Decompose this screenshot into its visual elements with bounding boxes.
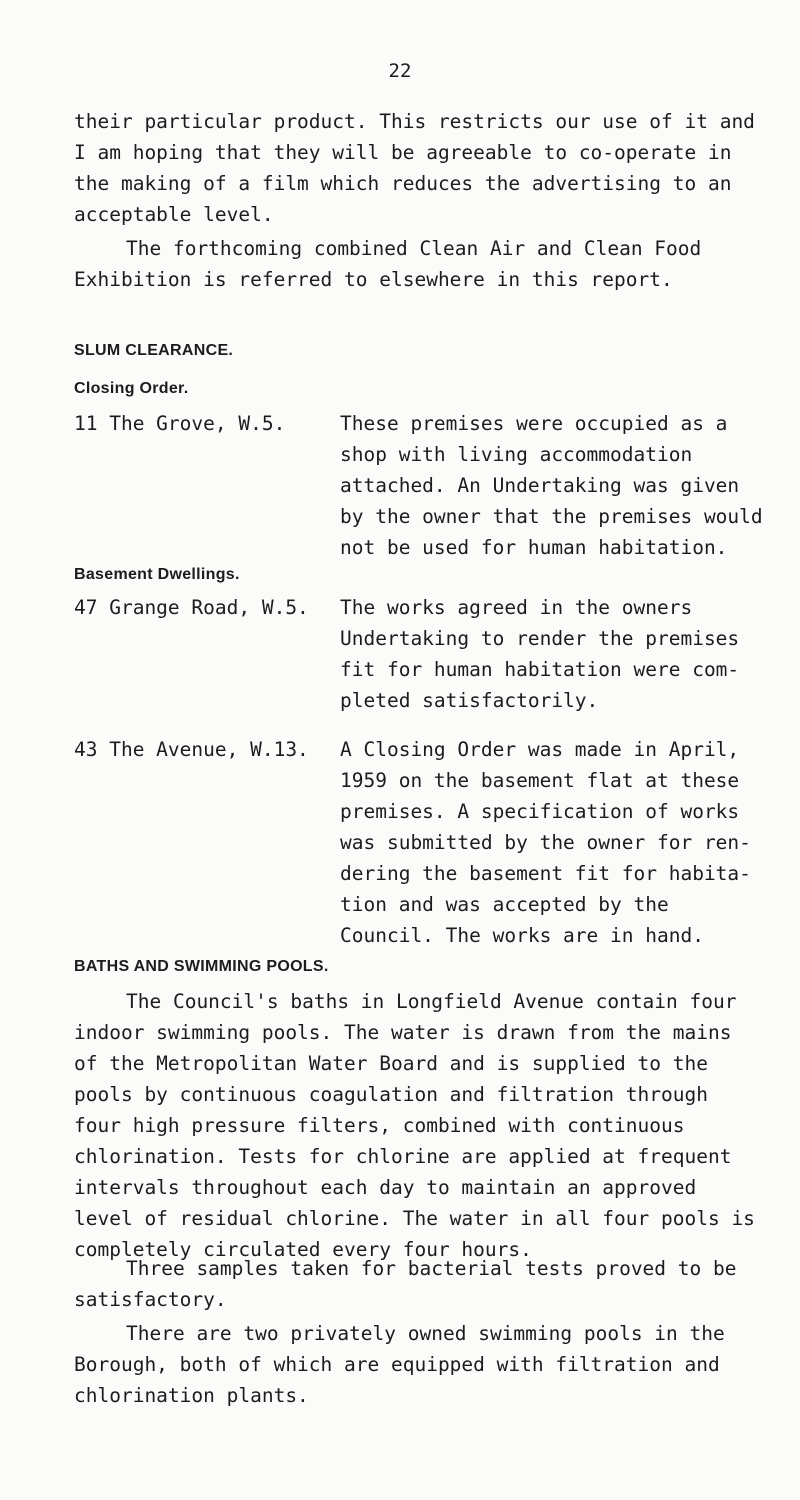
grove-address: 11 The Grove, W.5. — [74, 412, 286, 435]
closing-order-heading: Closing Order. — [74, 380, 189, 397]
baths-paragraph-3: There are two privately owned swimming pools in the Borough, both of which are equipped with filtration and chlorination plants. — [74, 1322, 725, 1407]
avenue-address: 43 The Avenue, W.13. — [74, 738, 309, 761]
baths-heading: BATHS AND SWIMMING POOLS. — [74, 958, 329, 975]
grange-address: 47 Grange Road, W.5. — [74, 596, 309, 619]
baths-paragraph-2: Three samples taken for bacterial tests proved to be satisfactory. — [74, 1257, 737, 1311]
slum-clearance-heading: SLUM CLEARANCE. — [74, 342, 234, 359]
avenue-text: A Closing Order was made in April, 1959 on the basement flat at these premises. A specification of works was submitted by the owner for ren- dering the basement fit for habita- tion and was accepted by the Council. The works are in hand. — [340, 738, 751, 947]
page-number: 22 — [388, 60, 412, 82]
exhibition-paragraph: The forthcoming combined Clean Air and Clean Food Exhibition is referred to elsewhere in this report. — [74, 237, 702, 291]
grove-text: These premises were occupied as a shop with living accommodation attached. An Undertaking was given by the owner that the premises would not be used for human habitation. — [340, 412, 763, 559]
basement-dwellings-heading: Basement Dwellings. — [74, 566, 240, 583]
grange-text: The works agreed in the owners Undertaking to render the premises fit for human habitation were com- pleted satisfactorily. — [340, 596, 740, 712]
baths-paragraph-1: The Council's baths in Longfield Avenue contain four indoor swimming pools. The water is drawn from the mains of the Metropolitan Water Board and is supplied to the pools by continuous coagulation and filtration through four high pressure filters, combined with continuous chlorination. Tests for chlorine are applied at frequent intervals throughout each day to maintain an approved level of residual chlorine. The water in all four pools is completely circulated every four hours. — [74, 990, 755, 1261]
intro-paragraph: their particular product. This restricts our use of it and I am hoping that they will be agreeable to co-operate in the making of a film which reduces the advertising to an acceptable level. — [74, 110, 755, 226]
